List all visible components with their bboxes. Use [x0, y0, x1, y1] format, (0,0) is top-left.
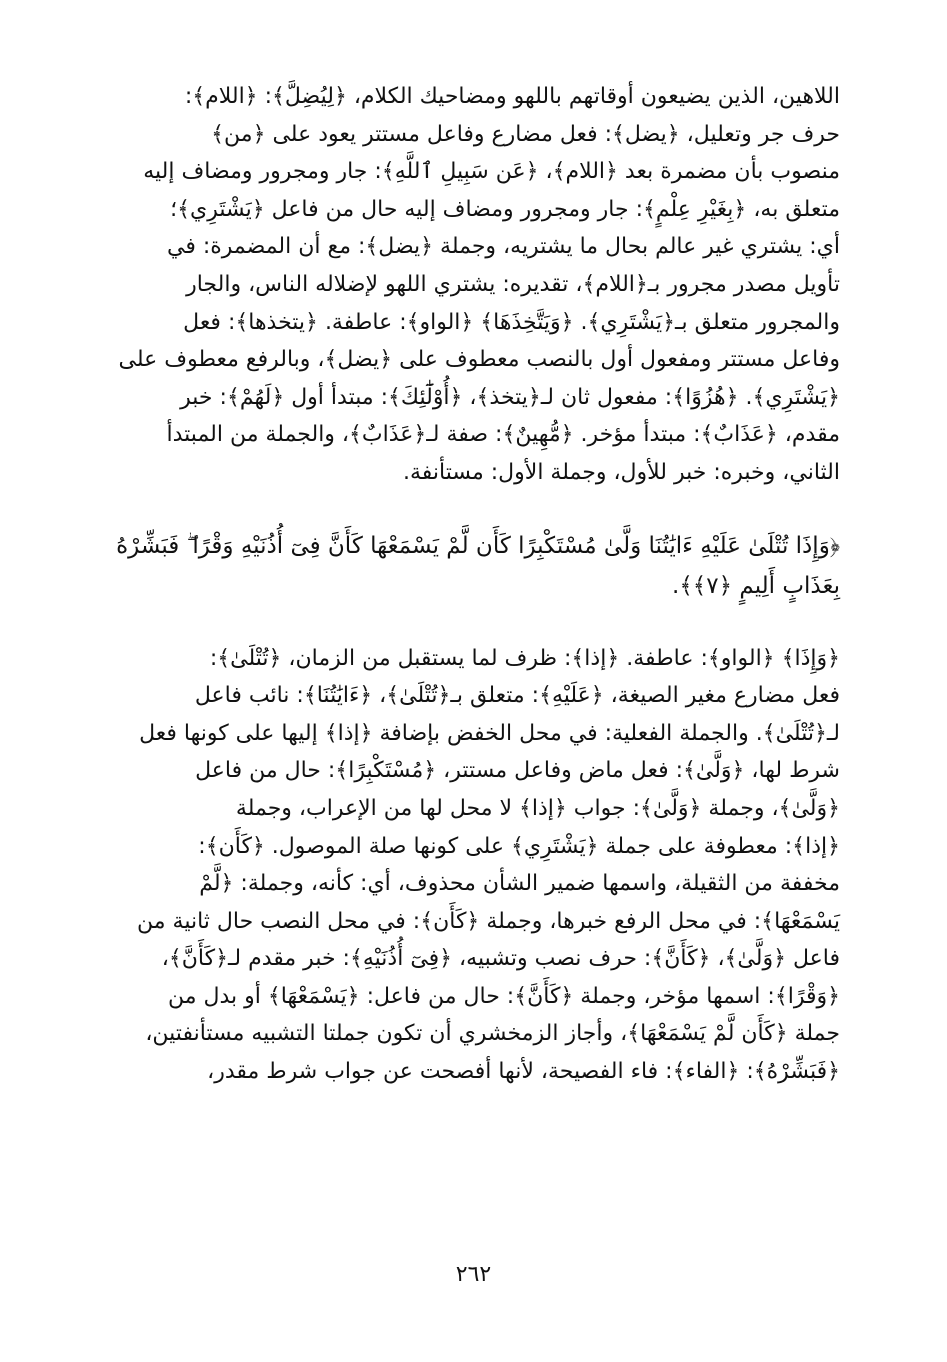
page-number: ٢٦٢ [455, 1262, 492, 1287]
quran-verse [62, 526, 840, 606]
text-line: مخففة من الثقيلة، واسمها ضمير الشأن محذوف، أي: كأنه، وجملة: ﴿لَّمْ [199, 871, 840, 897]
text-line: ﴿فَبَشِّرْهُ﴾: ﴿الفاء﴾: فاء الفصيحة، لأنها أفصحت عن جواب شرط مقدر، [207, 1059, 840, 1085]
page-body [62, 78, 840, 1091]
text-line: والمجرور متعلق بـ﴿يَشْتَرِي﴾. ﴿وَيَتَّخِذَهَا﴾ ﴿الواو﴾: عاطفة. ﴿يتخذها﴾: فعل [183, 309, 840, 335]
paragraph-1 [62, 78, 840, 492]
text-line: ﴿إذا﴾: معطوفة على جملة ﴿يَشْتَرِي﴾ على كونها صلة الموصول. ﴿كَأَن﴾: [198, 833, 840, 859]
text-line: فعل مضارع مغير الصيغة، ﴿عَلَيْهِ﴾: متعلق بـ﴿تُتْلَىٰ﴾، ﴿ءَايَٰتُنَا﴾: نائب فاعل [194, 683, 840, 709]
text-line: وفاعل مستتر ومفعول أول بالنصب معطوف على ﴿يضل﴾، وبالرفع معطوف على [118, 347, 840, 373]
text-line: ﴿وَقْرًا﴾: اسمها مؤخر، وجملة ﴿كَأَنَّ﴾: حال من فاعل: ﴿يَسْمَعْهَا﴾ أو بدل من [167, 983, 840, 1009]
text-line: ﴿وَإِذَا﴾ ﴿الواو﴾: عاطفة. ﴿إذا﴾: ظرف لما يستقبل من الزمان، ﴿تُتْلَىٰ﴾: [209, 645, 840, 671]
text-line: منصوب بأن مضمرة بعد ﴿اللام﴾، ﴿عَن سَبِيلِ ٱللَّهِ﴾: جار ومجرور ومضاف إليه [143, 159, 840, 185]
text-line: يَسْمَعْهَا﴾: في محل الرفع خبرها، وجملة ﴿كَأَن﴾: في محل النصب حال ثانية من [137, 908, 840, 934]
text-line: حرف جر وتعليل، ﴿يضل﴾: فعل مضارع وفاعل مستتر يعود على ﴿من﴾ [211, 121, 840, 147]
verse-line: ﴿وَإِذَا تُتْلَىٰ عَلَيْهِ ءَايَٰتُنَا وَلَّىٰ مُسْتَكْبِرًا كَأَن لَّمْ يَسْمَعْهَا كَأَنَّ فِىٓ أُذُنَيْهِ وَقْرًا ۖ فَبَشِّرْهُ [116, 532, 840, 559]
text-line: شرط لها، ﴿وَلَّىٰ﴾: فعل ماض وفاعل مستتر، ﴿مُسْتَكْبِرًا﴾: حال من فاعل [195, 758, 840, 784]
text-line: ﴿وَلَّىٰ﴾، وجملة ﴿وَلَّىٰ﴾: جواب ﴿إذا﴾ لا محل لها من الإعراب، وجملة [235, 795, 840, 821]
paragraph-2 [62, 640, 840, 1091]
text-line: مقدم، ﴿عَذَابٌ﴾: مبتدأ مؤخر. ﴿مُّهِينٌ﴾: صفة لـ﴿عَذَابٌ﴾، والجملة من المبتدأ [166, 422, 840, 448]
text-line: لـ﴿تُتْلَىٰ﴾. والجملة الفعلية: في محل الخفض بإضافة ﴿إذا﴾ إليها على كونها فعل [139, 720, 840, 746]
verse-line: بِعَذَابٍ أَلِيمٍ ﴿٧﴾﴾. [672, 572, 840, 599]
text-line: اللاهين، الذين يضيعون أوقاتهم باللهو ومضاحيك الكلام، ﴿لِيُضِلَّ﴾: ﴿اللام﴾: [184, 84, 840, 109]
text-line: متعلق به، ﴿بِغَيْرِ عِلْمٍ﴾: جار ومجرور ومضاف إليه حال من فاعل ﴿يَشْتَرِي﴾؛ [170, 196, 840, 222]
text-line: أي: يشتري غير عالم بحال ما يشتريه، وجملة ﴿يضل﴾: مع أن المضمرة: في [166, 234, 840, 260]
text-line: تأويل مصدر مجرور بـ﴿اللام﴾، تقديره: يشتري اللهو لإضلاله الناس، والجار [186, 271, 840, 297]
text-line: جملة ﴿كَأَن لَّمْ يَسْمَعْهَا﴾، وأجاز الزمخشري أن تكون جملتا التشبيه مستأنفتين، [145, 1021, 840, 1047]
text-line: فاعل ﴿وَلَّىٰ﴾، ﴿كَأَنَّ﴾: حرف نصب وتشبيه، ﴿فِىٓ أُذُنَيْهِ﴾: خبر مقدم لـ﴿كَأَنَّ﴾، [161, 946, 840, 972]
text-line: الثاني، وخبره: خبر للأول، وجملة الأول: مستأنفة. [402, 459, 840, 485]
text-line: ﴿يَشْتَرِي﴾. ﴿هُزُوًا﴾: مفعول ثان لـ﴿يتخذ﴾، ﴿أُوْلَٰٓئِكَ﴾: مبتدأ أول ﴿لَهُمْ﴾: خبر [180, 384, 840, 410]
